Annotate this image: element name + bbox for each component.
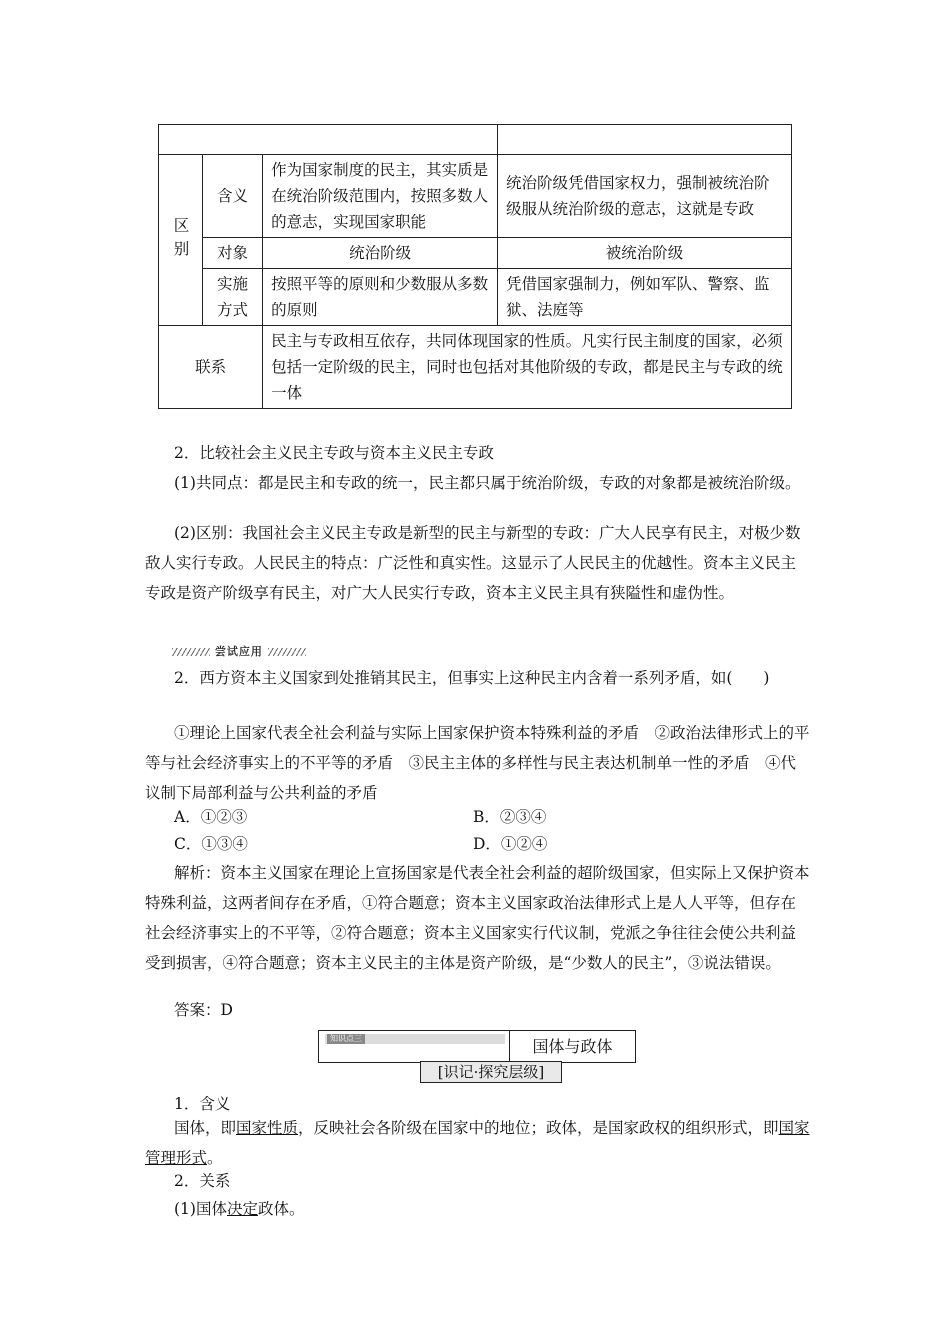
row-label: 含义 — [202, 155, 262, 238]
comparison-table — [158, 124, 792, 409]
link-text: 民主与专政相互依存，共同体现国家的性质。凡实行民主制度的国家，必须包括一定阶级的民主，同时也包括对其他阶级的专政，都是民主与专政的统一体 — [263, 326, 792, 409]
heading-meaning: 1．含义 — [174, 1095, 231, 1113]
paragraph: (1)共同点：都是民主和专政的统一，民主都只属于统治阶级，专政的对象都是被统治阶级。 — [174, 474, 801, 492]
definition: 国体，即国家性质，反映社会各阶级在国家中的地位；政体，是国家政权的组织形式，即国家管理形式。 — [145, 1119, 810, 1167]
meaning-dictatorship: 统治阶级凭借国家权力，强制被统治阶级服从统治阶级的意志，这就是专政 — [498, 155, 792, 238]
knowledge-point-box — [318, 1030, 636, 1063]
table-header-right — [498, 125, 792, 155]
option-a: A．①②③ — [174, 808, 248, 826]
link-label: 联系 — [159, 326, 263, 409]
hatch-decoration — [172, 648, 210, 656]
option-d: D．①②④ — [473, 835, 548, 853]
knowledge-tag: 知识点三 — [327, 1034, 365, 1044]
statements: ①理论上国家代表全社会利益与实际上国家保护资本特殊利益的矛盾 ②政治法律形式上的平等与社会经济事实上的不平等的矛盾 ③民主主体的多样性与民主表达机制单一性的矛盾 ④代议制下局部利益与公共利益的矛盾 — [145, 724, 810, 802]
section-title: 2．比较社会主义民主专政与资本主义民主专政 — [174, 444, 494, 462]
diff-label: 区别 — [159, 155, 203, 326]
method-dictatorship: 凭借国家强制力，例如军队、警察、监狱、法庭等 — [498, 269, 792, 326]
hatch-decoration — [268, 648, 306, 656]
underlined-term: 决定 — [226, 1200, 258, 1218]
row-label: 实施方式 — [202, 269, 262, 326]
knowledge-point-bar — [319, 1031, 510, 1062]
answer: 答案：D — [174, 1001, 233, 1019]
method-democracy: 按照平等的原则和少数服从多数的原则 — [263, 269, 498, 326]
target-democracy: 统治阶级 — [263, 238, 498, 269]
underlined-term: 国家性质 — [236, 1119, 299, 1137]
level-label: [识记·探究层级] — [420, 1061, 562, 1083]
row-label: 对象 — [202, 238, 262, 269]
relation-1: (1)国体决定政体。 — [174, 1200, 305, 1218]
practice-badge — [172, 643, 306, 659]
heading-relation: 2．关系 — [174, 1172, 231, 1190]
option-c: C．①③④ — [174, 835, 248, 853]
knowledge-title: 国体与政体 — [532, 1037, 613, 1056]
analysis: 解析：资本主义国家在理论上宣扬国家是代表全社会利益的超阶级国家，但实际上又保护资本特殊利益，这两者间存在矛盾，①符合题意；资本主义国家政治法律形式上是人人平等，但存在社会经济事实上的不平等，②符合题意；资本主义国家实行代议制，党派之争往往会使公共利益受到损害，④符合题意；资本主义民主的主体是资产阶级，是“少数人的民主”，③说法错误。 — [145, 864, 810, 972]
option-b: B．②③④ — [473, 808, 547, 826]
practice-badge-label: 尝试应用 — [214, 645, 263, 658]
target-dictatorship: 被统治阶级 — [498, 238, 792, 269]
paragraph: (2)区别：我国社会主义民主专政是新型的民主与新型的专政：广大人民享有民主，对极少数敌人实行专政。人民民主的特点：广泛性和真实性。这显示了人民民主的优越性。资本主义民主专政是资产阶级享有民主，对广大人民实行专政，资本主义民主具有狭隘性和虚伪性。 — [145, 524, 801, 602]
table-header-left — [159, 125, 498, 155]
question: 2．西方资本主义国家到处推销其民主，但事实上这种民主内含着一系列矛盾，如( ) — [174, 669, 770, 687]
underlined-term: 国家管理形式 — [145, 1119, 810, 1167]
meaning-democracy: 作为国家制度的民主，其实质是在统治阶级范围内，按照多数人的意志，实现国家职能 — [263, 155, 498, 238]
